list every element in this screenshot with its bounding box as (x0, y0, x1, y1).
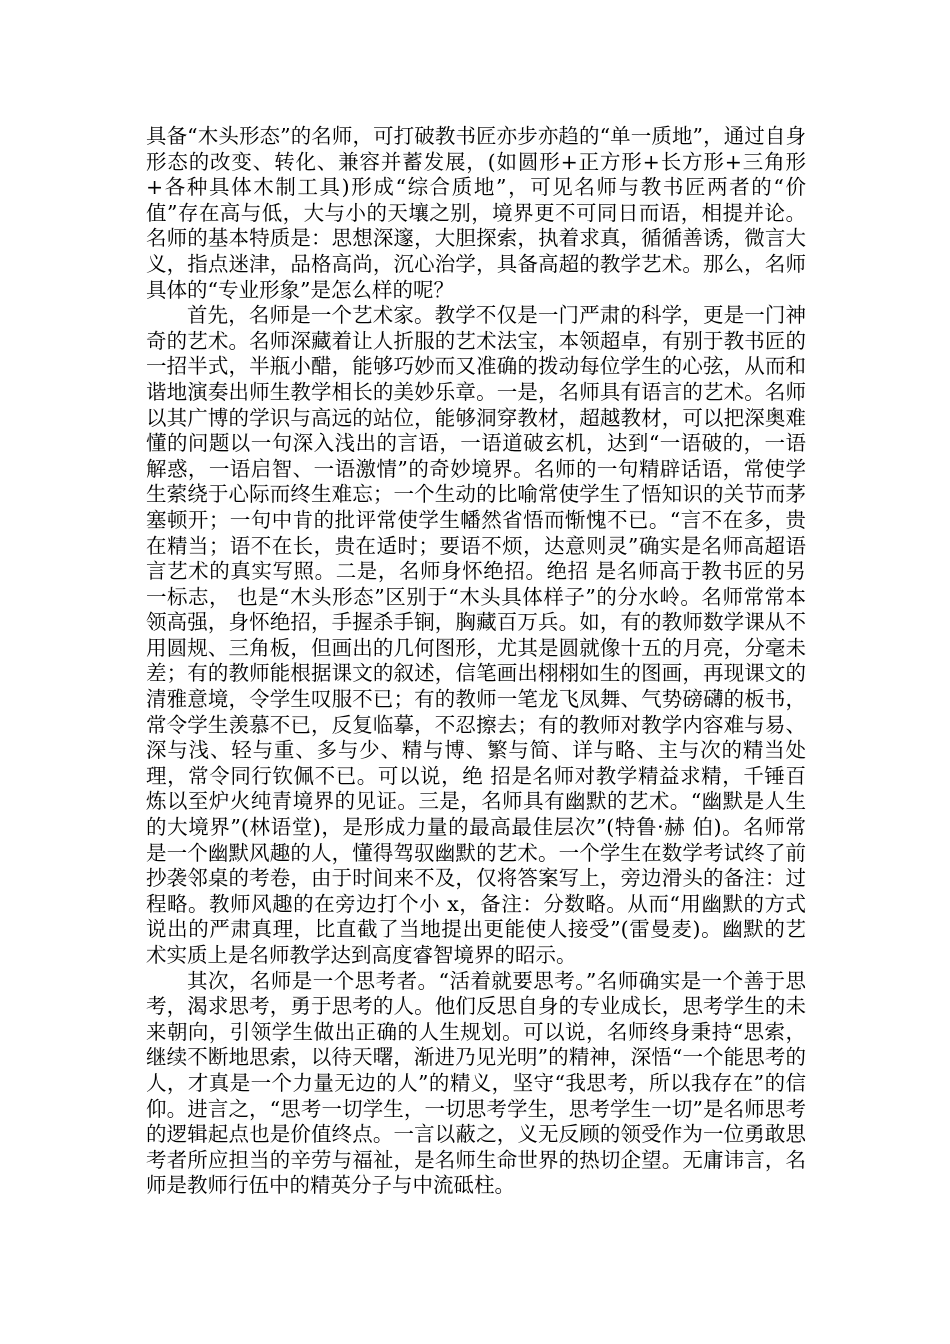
paragraph-artist: 首先，名师是一个艺术家。教学不仅是一门严肃的科学，更是一门神奇的艺术。名师深藏着让人折服的艺术法宝，本领超卓，有别于教书匠的一招半式，半瓶小醋，能够巧妙而又准确的拨动每位学生的心弦，从而和谐地演奏出师生教学相长的美妙乐章。一是，名师具有语言的艺术。名师以其广博的学识与高远的站位，能够洞穿教材，超越教材，可以把深奥难懂的问题以一句深入浅出的言语，一语道破玄机，达到“一语破的，一语解惑，一语启智、一语激情”的奇妙境界。名师的一句精辟话语，常使学生萦绕于心际而终生难忘；一个生动的比喻常使学生了悟知识的关节而茅塞顿开；一句中肯的批评常使学生幡然省悟而惭愧不已。“言不在多，贵在精当；语不在长，贵在适时；要语不烦，达意则灵”确实是名师高超语言艺术的真实写照。二是，名师身怀绝招。绝招 是名师高于教书匠的另一标志， 也是“木头形态”区别于“木头具体样子”的分水岭。名师常常本领高强，身怀绝招，手握杀手锏，胸藏百万兵。如，有的教师数学课从不用圆规、三角板，但画出的几何图形，尤其是圆就像十五的月亮，分毫未差；有的教师能根据课文的叙述，信笔画出栩栩如生的图画，再现课文的清雅意境，令学生叹服不已；有的教师一笔龙飞凤舞、气势磅礴的板书，常令学生羡慕不已，反复临摹，不忍擦去；有的教师对教学内容难与易、深与浅、轻与重、多与少、精与博、繁与简、详与略、主与次的精当处理，常令同行钦佩不已。可以说，绝 招是名师对教学精益求精，千锤百炼以至炉火纯青境界的见证。三是，名师具有幽默的艺术。“幽默是人生的大境界”(林语堂)，是形成力量的最高最佳层次”(特鲁·赫 伯)。名师常是一个幽默风趣的人，懂得驾驭幽默的艺术。一个学生在数学考试终了前抄袭邻桌的考卷，由于时间来不及，仅将答案写上，旁边滑头的备注：过程略。教师风趣的在旁边打个小 x，备注：分数略。从而“用幽默的方式说出的严肃真理，比直截了当地提出更能使人接受”(雷曼麦)。幽默的艺术实质上是名师教学达到高度睿智境界的昭示。 (146, 303, 806, 967)
document-page (146, 124, 806, 1199)
paragraph-intro: 具备“木头形态”的名师，可打破教书匠亦步亦趋的“单一质地”，通过自身形态的改变、转化、兼容并蓄发展，(如圆形+正方形+长方形+三角形+各种具体木制工具)形成“综合质地”，可见名师与教书匠两者的“价值”存在高与低，大与小的天壤之别，境界更不可同日而语，相提并论。名师的基本特质是：思想深邃，大胆探索，执着求真，循循善诱，微言大义，指点迷津，品格高尚，沉心治学，具备高超的教学艺术。那么，名师具体的“专业形象”是怎么样的呢？ (146, 124, 806, 302)
paragraph-thinker: 其次，名师是一个思考者。“活着就要思考。”名师确实是一个善于思考，渴求思考，勇于思考的人。他们反思自身的专业成长，思考学生的未来朝向，引领学生做出正确的人生规划。可以说，名师终身秉持“思索，继续不断地思索，以待天曙，渐进乃见光明”的精神，深悟“一个能思考的人，才真是一个力量无边的人”的精义，坚守“我思考，所以我存在”的信仰。进言之，“思考一切学生，一切思考学生，思考学生一切”是名师思考的逻辑起点也是价值终点。一言以蔽之，义无反顾的领受作为一位勇敢思考者所应担当的辛劳与福祉，是名师生命世界的热切企望。无庸讳言，名师是教师行伍中的精英分子与中流砥柱。 (146, 968, 806, 1198)
